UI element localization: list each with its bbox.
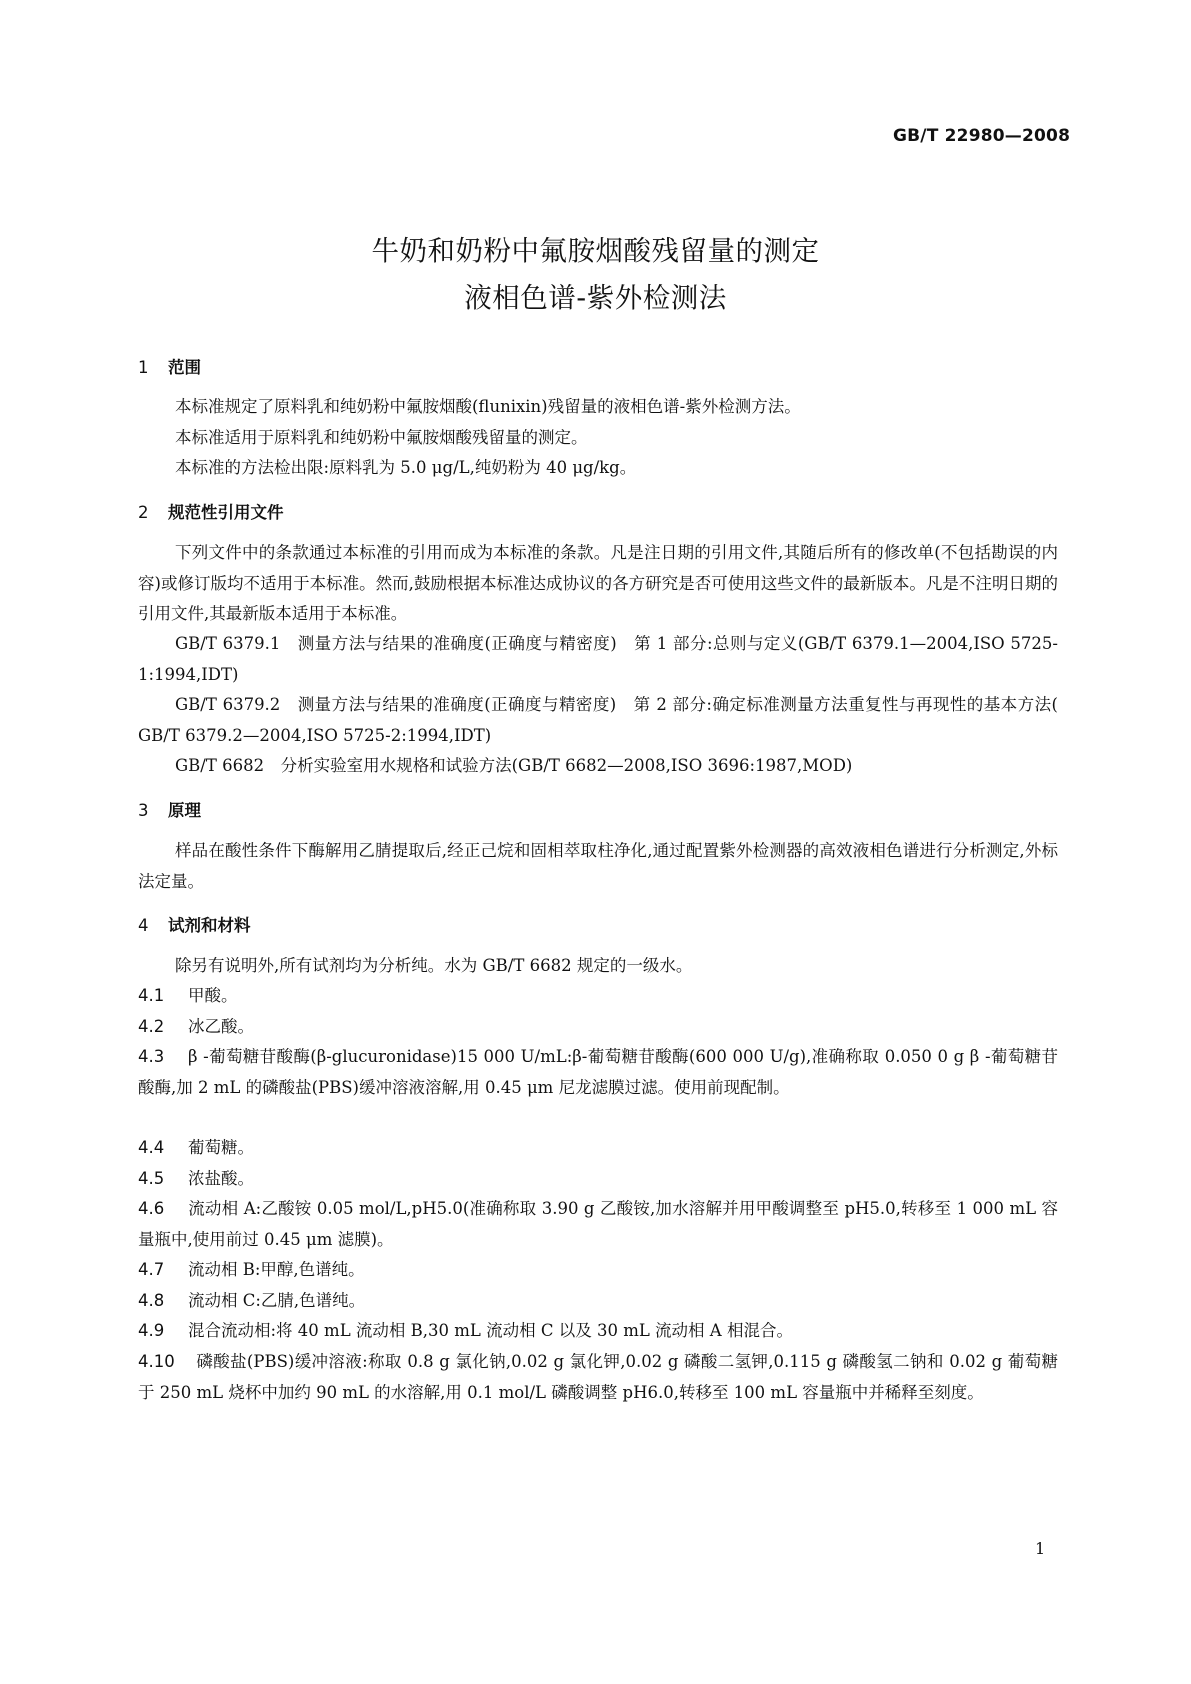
standard-code: GB/T 22980—2008 (893, 126, 1071, 146)
section-heading-references (138, 499, 284, 523)
item-number: 4.3 (138, 1047, 165, 1066)
item-number: 4.4 (138, 1138, 165, 1157)
item-text: 葡萄糖。 (188, 1138, 254, 1157)
item-text: 流动相 A:乙酸铵 0.05 mol/L,pH5.0(准确称取 3.90 g 乙酸铵,加水溶解并用甲酸调整至 pH5.0,转移至 1 000 mL 容量瓶中,使用前过 0.45 μm 滤膜)。 (138, 1199, 1058, 1249)
page-number: 1 (1035, 1539, 1046, 1558)
reagent-item (138, 1316, 1058, 1347)
document-title: 牛奶和奶粉中氟胺烟酸残留量的测定 (371, 235, 820, 267)
reagent-item (138, 1347, 1058, 1408)
item-text: 流动相 C:乙腈,色谱纯。 (188, 1291, 366, 1310)
reagent-item (138, 1194, 1058, 1255)
item-text: 浓盐酸。 (188, 1169, 254, 1188)
item-text: 冰乙酸。 (188, 1017, 254, 1036)
item-text: 磷酸盐(PBS)缓冲溶液:称取 0.8 g 氯化钠,0.02 g 氯化钾,0.02 g 磷酸二氢钾,0.115 g 磷酸氢二钠和 0.02 g 葡萄糖于 250 mL 烧杯中加约 90 mL 的水溶解,用 0.1 mol/L 磷酸调整 pH6.0,转移至 100 mL 容量瓶中并稀释至刻度。 (138, 1352, 1058, 1402)
item-text: 混合流动相:将 40 mL 流动相 B,30 mL 流动相 C 以及 30 mL 流动相 A 相混合。 (188, 1321, 793, 1340)
section-number: 2 (138, 503, 149, 522)
item-text: 甲酸。 (188, 986, 238, 1005)
reagent-item (138, 981, 1058, 1012)
reagent-item (138, 1042, 1058, 1103)
section-number: 4 (138, 916, 149, 935)
item-number: 4.7 (138, 1260, 165, 1279)
scope-paragraph: 本标准适用于原料乳和纯奶粉中氟胺烟酸残留量的测定。 (175, 428, 588, 447)
reagents-intro: 除另有说明外,所有试剂均为分析纯。水为 GB/T 6682 规定的一级水。 (175, 956, 693, 975)
item-number: 4.9 (138, 1321, 165, 1340)
reference-item: GB/T 6379.2 测量方法与结果的准确度(正确度与精密度) 第 2 部分:确定标准测量方法重复性与再现性的基本方法( GB/T 6379.2—2004,ISO 5725-2:1994,IDT) (138, 695, 1058, 745)
section-title: 规范性引用文件 (168, 503, 284, 522)
reference-item: GB/T 6379.1 测量方法与结果的准确度(正确度与精密度) 第 1 部分:总则与定义(GB/T 6379.1—2004,ISO 5725-1:1994,IDT) (138, 634, 1058, 684)
principle-paragraph: 样品在酸性条件下酶解用乙腈提取后,经正己烷和固相萃取柱净化,通过配置紫外检测器的高效液相色谱进行分析测定,外标法定量。 (138, 841, 1058, 891)
item-number: 4.6 (138, 1199, 165, 1218)
reagent-item (138, 1012, 1058, 1043)
reagent-item (138, 1255, 1058, 1286)
document-subtitle: 液相色谱-紫外检测法 (464, 282, 727, 314)
section-title: 范围 (168, 358, 201, 377)
scope-paragraph: 本标准规定了原料乳和纯奶粉中氟胺烟酸(flunixin)残留量的液相色谱-紫外检测方法。 (175, 397, 801, 416)
section-number: 1 (138, 358, 149, 377)
reagent-item (138, 1133, 1058, 1164)
item-number: 4.1 (138, 986, 165, 1005)
item-number: 4.2 (138, 1017, 165, 1036)
section-heading-reagents (138, 912, 251, 936)
scope-paragraph: 本标准的方法检出限:原料乳为 5.0 μg/L,纯奶粉为 40 μg/kg。 (175, 458, 637, 477)
reference-item: GB/T 6682 分析实验室用水规格和试验方法(GB/T 6682—2008,ISO 3696:1987,MOD) (175, 756, 853, 775)
references-intro: 下列文件中的条款通过本标准的引用而成为本标准的条款。凡是注日期的引用文件,其随后所有的修改单(不包括勘误的内容)或修订版均不适用于本标准。然而,鼓励根据本标准达成协议的各方研究是否可使用这些文件的最新版本。凡是不注明日期的引用文件,其最新版本适用于本标准。 (138, 543, 1058, 623)
section-title: 试剂和材料 (168, 916, 251, 935)
item-number: 4.5 (138, 1169, 165, 1188)
item-number: 4.10 (138, 1352, 175, 1371)
section-heading-scope (138, 354, 201, 378)
item-text: 流动相 B:甲醇,色谱纯。 (188, 1260, 365, 1279)
item-number: 4.8 (138, 1291, 165, 1310)
reagent-item (138, 1164, 1058, 1195)
section-heading-principle (138, 797, 201, 821)
reagent-item (138, 1286, 1058, 1317)
item-text: β -葡萄糖苷酸酶(β-glucuronidase)15 000 U/mL:β-葡萄糖苷酸酶(600 000 U/g),准确称取 0.050 0 g β -葡萄糖苷酸酶,加 2 mL 的磷酸盐(PBS)缓冲溶液溶解,用 0.45 μm 尼龙滤膜过滤。使用前现配制。 (138, 1047, 1058, 1097)
section-number: 3 (138, 801, 149, 820)
section-title: 原理 (168, 801, 201, 820)
